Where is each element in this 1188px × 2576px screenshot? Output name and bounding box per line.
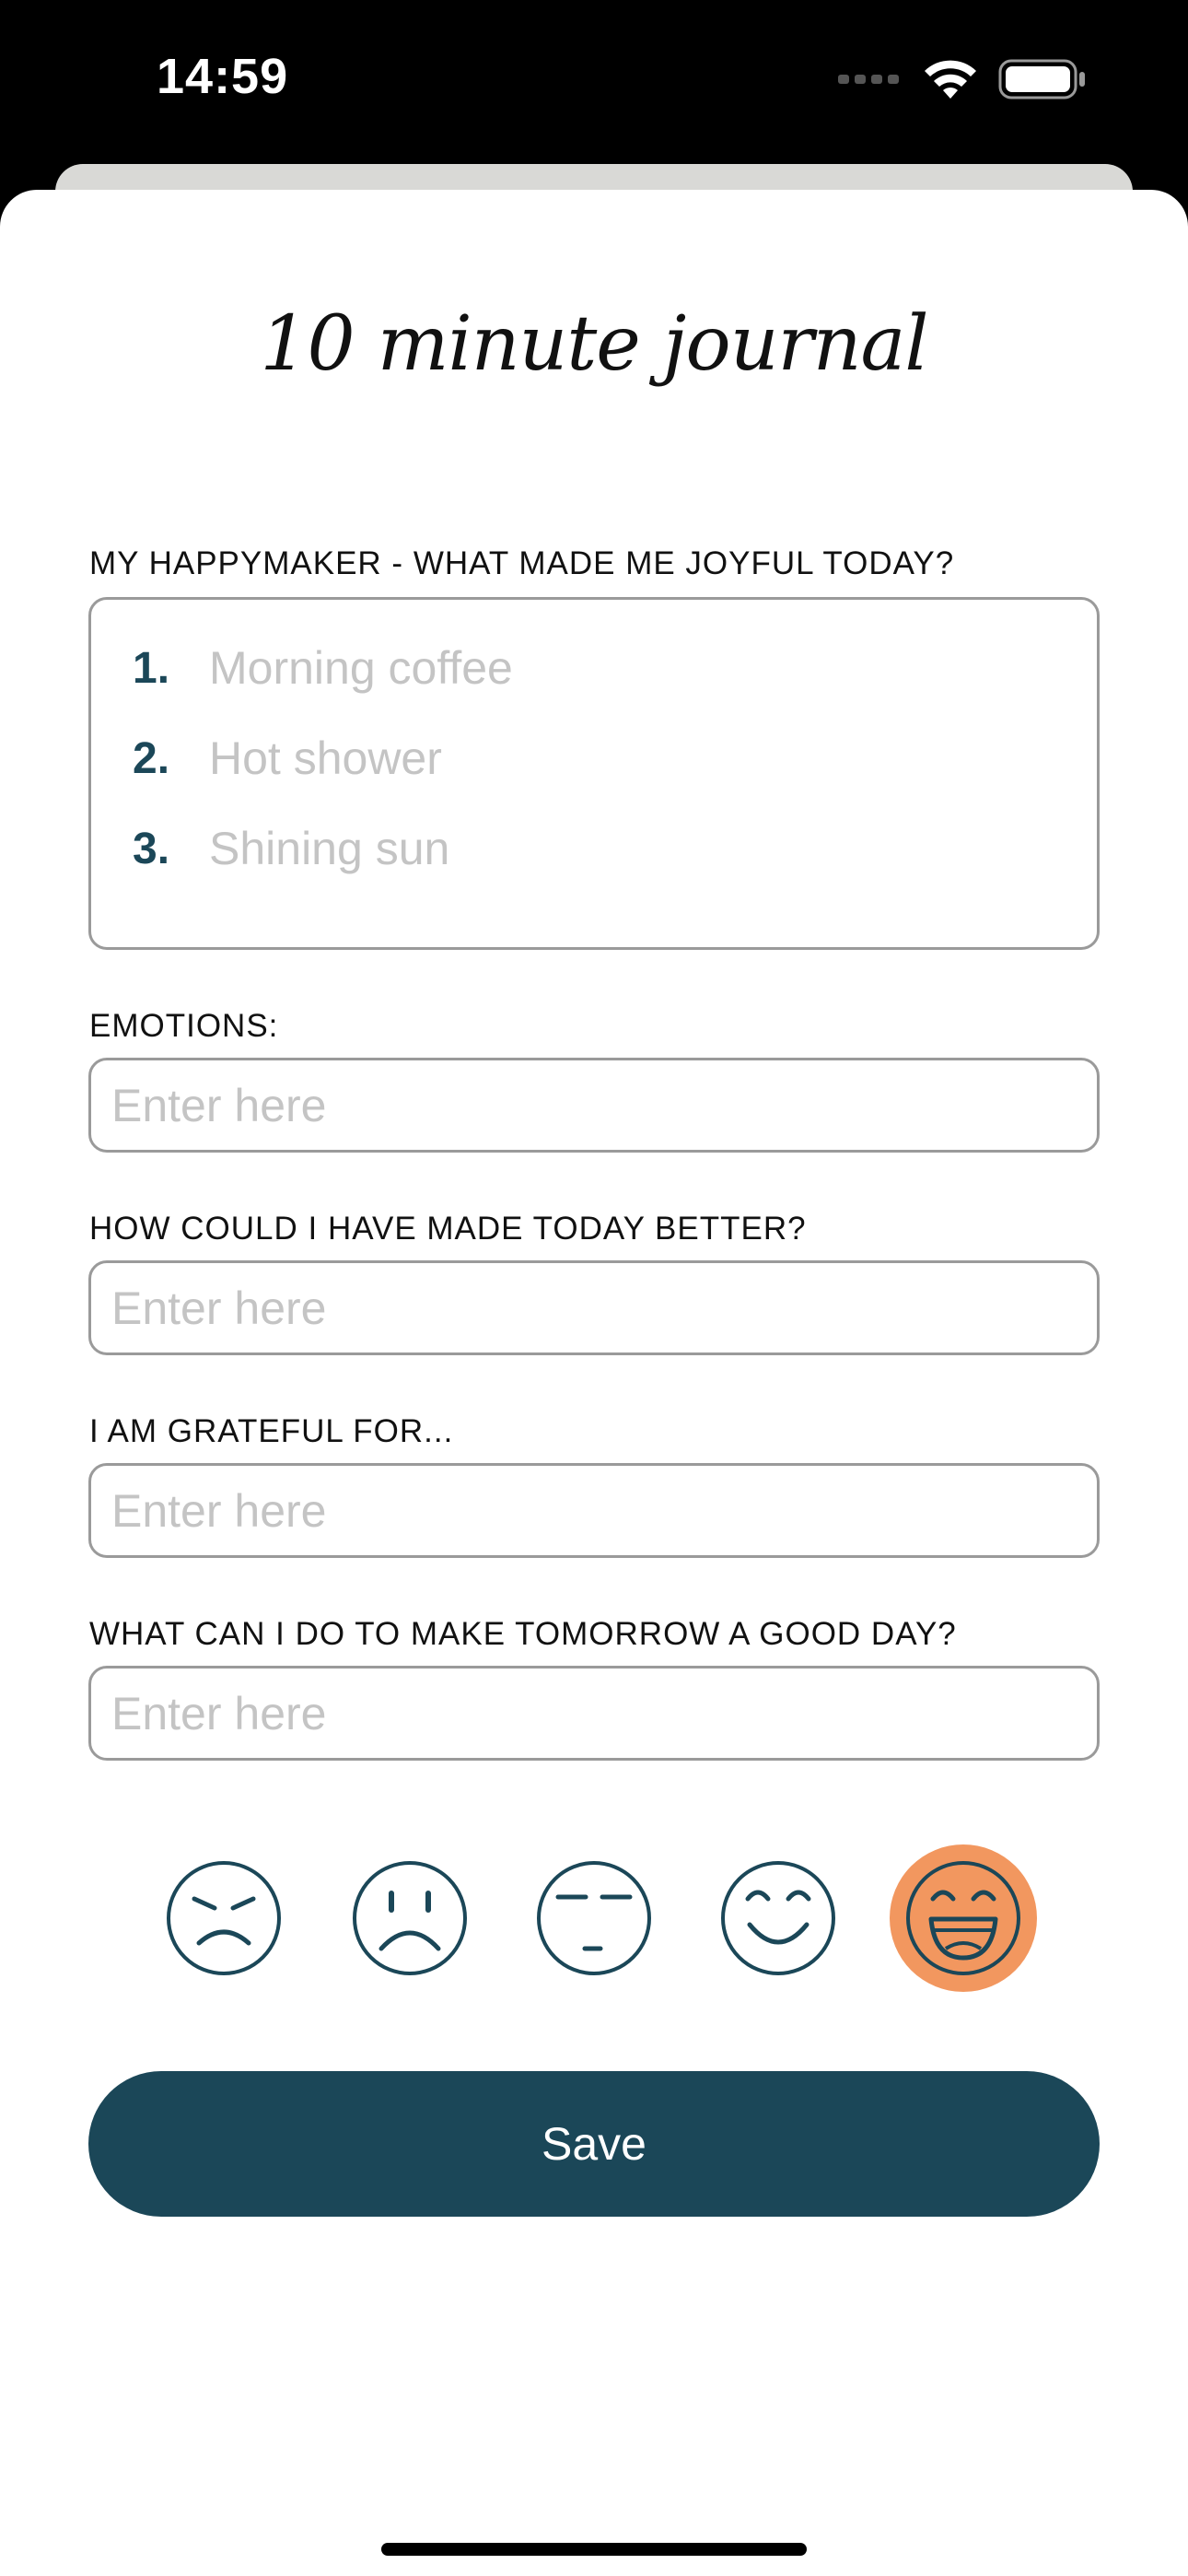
wifi-icon	[923, 58, 978, 100]
tomorrow-label: WHAT CAN I DO TO MAKE TOMORROW A GOOD DAY?	[89, 1616, 957, 1652]
neutral-face-icon	[534, 1858, 654, 1978]
list-item-input[interactable]: Morning coffee	[209, 642, 513, 694]
page-title: 10 minute journal	[260, 300, 928, 388]
mood-option-happy[interactable]	[705, 1844, 852, 1992]
smiling-face-icon	[718, 1858, 838, 1978]
list-item[interactable]	[133, 812, 449, 885]
list-item-input[interactable]: Shining sun	[209, 823, 450, 874]
happymaker-label: MY HAPPYMAKER - WHAT MADE ME JOYFUL TODAY?	[89, 545, 955, 581]
list-item-number: 1.	[133, 643, 170, 693]
grateful-input[interactable]: Enter here	[88, 1463, 1100, 1558]
better-today-input[interactable]: Enter here	[88, 1260, 1100, 1355]
home-indicator[interactable]	[381, 2543, 807, 2556]
list-item-input[interactable]: Hot shower	[209, 732, 442, 784]
save-button[interactable]: Save	[88, 2071, 1100, 2217]
laughing-face-icon	[903, 1858, 1023, 1978]
sad-face-icon	[350, 1858, 470, 1978]
mood-option-angry[interactable]	[150, 1844, 297, 1992]
status-icons	[838, 55, 1087, 103]
grateful-label: I AM GRATEFUL FOR...	[89, 1413, 454, 1449]
mood-option-sad[interactable]	[336, 1844, 483, 1992]
emotions-label: EMOTIONS:	[89, 1008, 279, 1044]
mood-option-neutral[interactable]	[520, 1844, 668, 1992]
mood-option-laughing[interactable]	[890, 1844, 1037, 1992]
status-time: 14:59	[157, 49, 289, 104]
list-item[interactable]	[133, 631, 513, 705]
battery-icon	[998, 58, 1087, 100]
better-today-label: HOW COULD I HAVE MADE TODAY BETTER?	[89, 1211, 807, 1247]
status-bar	[0, 0, 1188, 166]
happymaker-list[interactable]	[88, 597, 1100, 950]
journal-sheet	[0, 190, 1188, 2576]
emotions-input[interactable]: Enter here	[88, 1058, 1100, 1153]
tomorrow-input[interactable]: Enter here	[88, 1666, 1100, 1761]
angry-face-icon	[164, 1858, 284, 1978]
list-item-number: 3.	[133, 824, 170, 873]
list-item-number: 2.	[133, 733, 170, 783]
mood-selector	[0, 1844, 1188, 1992]
list-item[interactable]	[133, 721, 442, 795]
cellular-signal-icon	[838, 72, 903, 87]
